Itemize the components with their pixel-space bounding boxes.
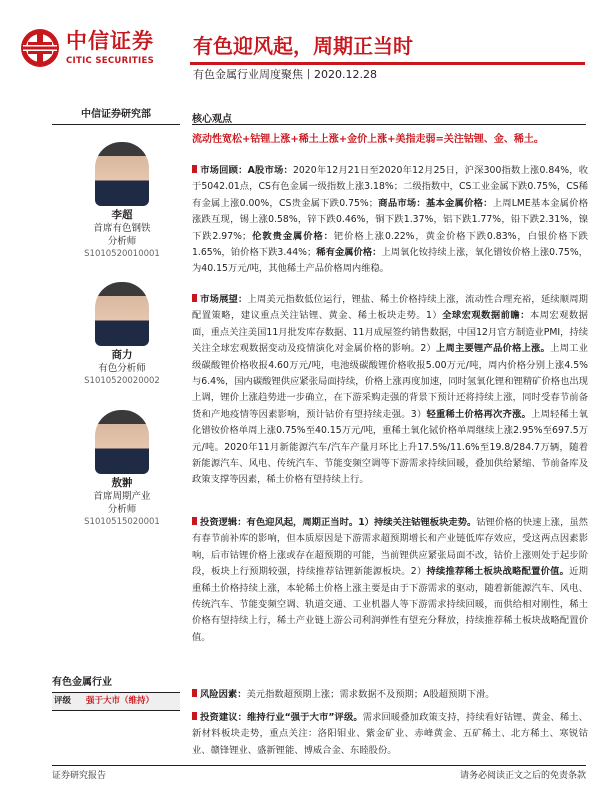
para-lead: 商品市场：基本金属价格： [378, 197, 493, 209]
analyst-title: 首席有色钢铁 [93, 223, 151, 234]
analyst-card [62, 142, 182, 261]
para-text: 上周轻稀土氧化镨钕价格单周上涨0.75%至40.15万元/吨，重稀土氧化铽价格单周继续上涨2.95%至697.5万元/吨。2020年11月新能源汽车/汽车产量月环比上升17.5%/11.6%至19.8/284.7万辆，随着新能源汽车、风电、传统汽车、节能变频空调等下游需求持续回暖，叠加供给紧缩、节前备库及政策支撑等因素，稀土价格有望持续上行。 [192, 408, 588, 486]
analyst-card [62, 282, 182, 388]
research-dept-label: 中信证券研究部 [81, 109, 151, 120]
analyst-photo [95, 282, 149, 346]
analyst-license-id: S1010515020001 [84, 517, 160, 527]
market-review-paragraph [192, 163, 588, 278]
industry-name: 有色金属行业 [52, 676, 180, 693]
analyst-title-2: 分析师 [107, 236, 137, 247]
rating-value: 强于大市（维持） [86, 696, 155, 706]
para-lead: 上周主要锂产品价格上涨。 [435, 343, 551, 355]
para-text: 上周氧化钕持续上涨，氧化镨钕价格上涨0.75%，为40.15万元/吨，其他稀土产品价格周内维稳。 [192, 247, 588, 275]
research-dept-heading [52, 107, 180, 125]
report-header [0, 0, 600, 108]
para-text: 美元指数超预期上涨；需求数据不及预期；A股超预期下滑。 [246, 689, 495, 700]
para-lead: 稀有金属价格： [316, 247, 382, 259]
rating-label: 评级 [54, 696, 72, 706]
analyst-name: 李超 [111, 209, 133, 221]
logo-wordmark-en: CITIC SECURITIES [66, 56, 155, 66]
title-rule [190, 62, 585, 65]
para-lead: 市场展望： [200, 294, 248, 305]
report-subtitle: 有色金属行业周度聚焦丨2020.12.28 [193, 68, 377, 81]
bullet-marker [192, 712, 197, 720]
para-text: 本周宏观数据面，重点关注美国11月批发库存数据、11月成屋签约销售数据，中国12月官方制造业PMI，持续关注全球宏观数据变动及疫情演化对金属价格的影响。2） [192, 310, 588, 355]
analyst-name: 商力 [111, 349, 133, 361]
investment-advice-paragraph [192, 710, 588, 759]
para-lead: 风险因素： [200, 689, 247, 700]
para-lead: 投资建议：维持行业“强于大市”评级。 [200, 712, 363, 723]
footer-disclaimer: 请务必阅读正文之后的免责条款 [459, 771, 586, 781]
logo-wordmark-cn: 中信证券 [66, 29, 154, 53]
para-text: 钯价格上涨0.22%，黄金价格下跌0.83%，白银价格下跌1.65%，铂价格下跌3.44%； [192, 230, 588, 259]
analyst-title: 首席周期产业 [93, 491, 151, 502]
rating-row [52, 693, 180, 711]
para-lead: 持续推荐稀土板块战略配置价值。 [426, 566, 570, 578]
analyst-license-id: S1010520020002 [84, 376, 160, 386]
market-outlook-paragraph [192, 292, 588, 489]
para-lead: 全球宏观数据前瞻： [442, 310, 530, 322]
bullet-marker [192, 689, 197, 697]
analyst-title: 有色分析师 [98, 363, 146, 374]
para-lead: 轻重稀土价格再次齐涨。 [426, 408, 532, 420]
para-text: 上周LME基本金属价格涨跌互现，锡上涨0.58%，锌下跌0.46%，铜下跌1.37%，铝下跌1.77%，铅下跌2.31%，镍下跌2.97%； [192, 197, 588, 242]
para-text: 上周美元指数低位运行，锂盐、稀土价格持续上涨，流动性合理充裕，延续顺周期配置策略，建议重点关注钴锂、黄金、稀土板块走势。1） [192, 294, 588, 322]
bullet-marker [192, 517, 197, 525]
bullet-marker [192, 165, 197, 173]
citic-logo-icon [20, 28, 60, 68]
para-text: 2020年12月21日至2020年12月25日，沪深300指数上涨0.84%，收于5042.01点，CS有色金属一级指数上涨3.18%；二级指数中，CS工业金属下跌0.75%，CS稀有金属上涨0.00%，CS贵金属下跌0.75%； [192, 165, 589, 209]
para-text: 近期重稀土价格持续上涨，本轮稀土价格上涨主要是由于下游需求的驱动，随着新能源汽车、风电、传统汽车、节能变频空调、轨道交通、工业机器人等下游需求持续回暖，而供给相对刚性，稀土价格有望持续上行，稀土产业链上游公司利润弹性有望充分释放，持续推荐稀土板块战略配置价值。 [192, 566, 588, 643]
analyst-license-id: S1010520010001 [84, 249, 160, 259]
para-text: 需求回暖叠加政策支持，持续看好钴锂、黄金、稀土、新材料板块走势，重点关注：洛阳钼业、紫金矿业、赤峰黄金、五矿稀土、北方稀土、寒锐钴业、赣锋锂业、盛新锂能、博威合金、东睦股份。 [192, 712, 588, 756]
analyst-photo [95, 410, 149, 474]
investment-logic-paragraph [192, 515, 588, 646]
core-headline: 流动性宽松+钴锂上涨+稀土上涨+金价上涨+美指走弱=关注钴锂、金、稀土。 [192, 134, 544, 145]
para-lead: 市场回顾：A股市场： [200, 165, 293, 176]
core-view-heading [192, 107, 586, 125]
para-text: 钴锂价格的快速上涨，虽然有春节前补库的影响，但本质原因是下游需求超预期增长和产业链低库存效应，受这两点因素影响，后市钴锂价格上涨或存在超预期的可能，当前锂供应紧张局面不改，钴价上涨则处于起步阶段，板块上行预期较强，持续推荐钴锂新能源板块。2） [192, 517, 588, 578]
analyst-name: 敖翀 [111, 477, 133, 489]
analyst-photo [95, 142, 149, 206]
analyst-title-2: 分析师 [107, 504, 137, 515]
bullet-marker [192, 294, 197, 302]
analyst-card [62, 410, 182, 529]
report-title: 有色迎风起，周期正当时 [193, 34, 413, 58]
footer-report-type: 证券研究报告 [52, 771, 107, 781]
para-lead: 伦敦贵金属价格： [251, 230, 334, 242]
industry-rating-box [52, 676, 180, 711]
footer-rule [52, 765, 586, 766]
para-text: 上周工业级碳酸锂价格收报4.60万元/吨，电池级碳酸锂价格收报5.00万元/吨，周内价格分别上涨4.5%与6.4%，国内碳酸锂供应紧张局面持续，价格上涨再度加速，同时氢氧化锂和锂精矿价格也出现上调，锂价上涨趋势进一步确立，在下游采购走强的背景下预计还将持续上涨，同时受春节前备货和产地疫情等因素影响，预计钴价有望持续走强。3） [192, 343, 588, 420]
risk-factors-paragraph [192, 687, 588, 703]
para-lead: 投资逻辑：有色迎风起，周期正当时。1）持续关注钴锂板块走势。 [200, 517, 477, 528]
core-view-label: 核心观点 [192, 114, 232, 125]
